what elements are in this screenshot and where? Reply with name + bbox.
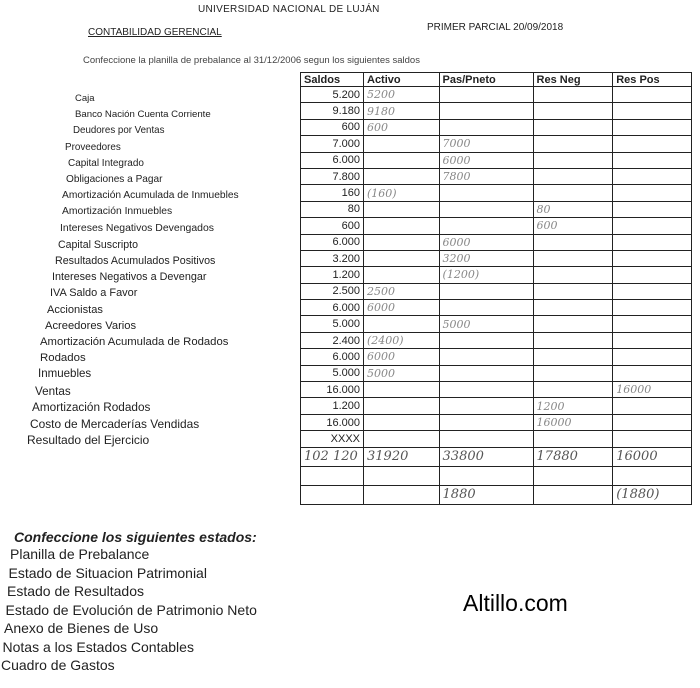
handwritten-cell: 9180 — [364, 103, 440, 119]
handwritten-cell — [613, 316, 692, 332]
saldo-cell: 7.000 — [301, 136, 364, 152]
handwritten-cell: 80 — [533, 201, 613, 217]
exam-title: PRIMER PARCIAL 20/09/2018 — [427, 22, 564, 33]
handwritten-cell — [613, 431, 692, 447]
handwritten-cell — [439, 185, 533, 201]
column-header: Activo — [364, 73, 440, 87]
state-item: Notas a los Estados Contables — [2, 638, 194, 655]
result-cell — [533, 485, 613, 504]
table-row — [301, 250, 692, 266]
account-label: Amortización Inmuebles — [62, 206, 173, 218]
handwritten-cell — [613, 119, 692, 135]
handwritten-cell — [364, 316, 440, 332]
handwritten-cell — [613, 136, 692, 152]
handwritten-cell: 16000 — [533, 414, 613, 430]
handwritten-cell — [533, 365, 613, 381]
handwritten-cell — [613, 103, 692, 119]
handwritten-cell — [439, 218, 533, 234]
result-cell: (1880) — [613, 485, 692, 504]
handwritten-cell — [364, 234, 440, 250]
table-row — [301, 201, 692, 217]
saldo-cell: 6.000 — [301, 152, 364, 168]
handwritten-cell — [613, 332, 692, 348]
account-label: Resultados Acumulados Positivos — [55, 255, 216, 267]
handwritten-cell — [364, 152, 440, 168]
account-label: Deudores por Ventas — [73, 125, 165, 137]
handwritten-cell — [439, 398, 533, 414]
saldo-cell: 9.180 — [301, 103, 364, 119]
table-row — [301, 168, 692, 184]
handwritten-cell: 5000 — [439, 316, 533, 332]
result-cell: 1880 — [439, 485, 533, 504]
table-row — [301, 87, 692, 103]
saldo-cell: 6.000 — [301, 234, 364, 250]
account-label: Amortización Acumulada de Rodados — [40, 336, 229, 348]
saldo-cell: 1.200 — [301, 398, 364, 414]
handwritten-cell — [613, 267, 692, 283]
handwritten-cell — [533, 103, 613, 119]
account-label: Intereses Negativos Devengados — [60, 222, 214, 234]
result-row — [301, 485, 692, 504]
handwritten-cell — [364, 414, 440, 430]
handwritten-cell: 600 — [533, 218, 613, 234]
table-row — [301, 267, 692, 283]
handwritten-cell — [613, 168, 692, 184]
saldo-cell: 5.000 — [301, 365, 364, 381]
table-row — [301, 185, 692, 201]
table-row — [301, 218, 692, 234]
handwritten-cell — [533, 349, 613, 365]
handwritten-cell: 5000 — [364, 365, 440, 381]
result-cell — [364, 485, 440, 504]
states-title: Confeccione los siguientes estados: — [14, 529, 257, 545]
saldo-cell: 5.200 — [301, 87, 364, 103]
handwritten-cell — [533, 283, 613, 299]
saldo-cell: 16.000 — [301, 414, 364, 430]
saldo-cell: 7.800 — [301, 168, 364, 184]
account-label: Ventas — [35, 384, 71, 398]
total-cell: 16000 — [613, 447, 692, 466]
handwritten-cell — [364, 201, 440, 217]
saldo-cell: 2.400 — [301, 332, 364, 348]
total-cell: 102 120 — [301, 447, 364, 466]
handwritten-cell: 3200 — [439, 250, 533, 266]
handwritten-cell — [613, 234, 692, 250]
account-label: Capital Integrado — [68, 157, 144, 169]
total-cell: 17880 — [533, 447, 613, 466]
handwritten-cell — [613, 250, 692, 266]
account-label: Intereses Negativos a Devengar — [52, 271, 207, 284]
account-label: Obligaciones a Pagar — [66, 174, 163, 185]
handwritten-cell — [439, 365, 533, 381]
table-row — [301, 300, 692, 316]
instruction-text: Confeccione la planilla de prebalance al 31/12/2006 segun los siguientes saldos — [83, 55, 420, 66]
table-row — [301, 382, 692, 398]
handwritten-cell — [613, 414, 692, 430]
table-row — [301, 234, 692, 250]
saldo-cell: 6.000 — [301, 349, 364, 365]
handwritten-cell: (160) — [364, 185, 440, 201]
handwritten-cell — [364, 382, 440, 398]
account-label: Amortización Acumulada de Inmuebles — [62, 190, 239, 202]
handwritten-cell — [533, 87, 613, 103]
saldo-cell: 2.500 — [301, 283, 364, 299]
account-label: Capital Suscripto — [58, 238, 138, 251]
table-row — [301, 136, 692, 152]
handwritten-cell — [439, 431, 533, 447]
state-item: Estado de Resultados — [7, 583, 144, 599]
handwritten-cell: 7000 — [439, 136, 533, 152]
table-header-row — [301, 73, 692, 87]
state-item: Estado de Evolución de Patrimonio Neto — [5, 601, 257, 618]
watermark: Altillo.com — [463, 590, 568, 616]
handwritten-cell — [613, 300, 692, 316]
state-item: Planilla de Prebalance — [10, 546, 150, 562]
account-label: Rodados — [40, 352, 86, 365]
handwritten-cell — [613, 365, 692, 381]
handwritten-cell — [439, 87, 533, 103]
account-label: Proveedores — [65, 141, 121, 153]
column-header: Res Pos — [613, 73, 692, 87]
totals-row — [301, 447, 692, 466]
empty-cell — [301, 466, 364, 485]
handwritten-cell: 600 — [364, 119, 440, 135]
saldo-cell: 5.000 — [301, 316, 364, 332]
saldo-cell: 16.000 — [301, 382, 364, 398]
column-header: Res Neg — [533, 73, 613, 87]
handwritten-cell — [439, 103, 533, 119]
handwritten-cell — [439, 201, 533, 217]
handwritten-cell: 5200 — [364, 87, 440, 103]
handwritten-cell: 1200 — [533, 398, 613, 414]
handwritten-cell — [613, 283, 692, 299]
result-cell — [301, 485, 364, 504]
account-label: IVA Saldo a Favor — [50, 287, 138, 300]
table-row — [301, 316, 692, 332]
table-row — [301, 398, 692, 414]
prebalance-table — [300, 72, 692, 505]
handwritten-cell — [533, 316, 613, 332]
empty-cell — [613, 466, 692, 485]
account-label: Caja — [75, 93, 95, 104]
account-label: Acreedores Varios — [45, 319, 137, 332]
saldo-cell: 80 — [301, 201, 364, 217]
table-row — [301, 119, 692, 135]
handwritten-cell — [533, 136, 613, 152]
handwritten-cell: (2400) — [364, 332, 440, 348]
table-row — [301, 283, 692, 299]
saldo-cell: 3.200 — [301, 250, 364, 266]
state-item: Estado de Situacion Patrimonial — [8, 564, 207, 581]
handwritten-cell — [364, 250, 440, 266]
handwritten-cell: 16000 — [613, 382, 692, 398]
handwritten-cell — [533, 152, 613, 168]
handwritten-cell: 6000 — [439, 234, 533, 250]
handwritten-cell — [533, 382, 613, 398]
table-row — [301, 349, 692, 365]
handwritten-cell: 6000 — [439, 152, 533, 168]
account-label: Inmuebles — [38, 368, 92, 381]
handwritten-cell — [439, 349, 533, 365]
saldo-cell: 6.000 — [301, 300, 364, 316]
handwritten-cell — [364, 168, 440, 184]
handwritten-cell — [613, 398, 692, 414]
account-label: Banco Nación Cuenta Corriente — [75, 109, 211, 121]
handwritten-cell — [364, 398, 440, 414]
handwritten-cell — [613, 218, 692, 234]
column-header: Saldos — [301, 73, 364, 87]
handwritten-cell — [533, 332, 613, 348]
saldo-cell: XXXX — [301, 431, 364, 447]
table-row — [301, 365, 692, 381]
handwritten-cell — [439, 283, 533, 299]
handwritten-cell — [439, 414, 533, 430]
table-row — [301, 332, 692, 348]
saldo-cell: 1.200 — [301, 267, 364, 283]
handwritten-cell — [364, 218, 440, 234]
handwritten-cell — [613, 87, 692, 103]
handwritten-cell: 6000 — [364, 349, 440, 365]
account-label: Accionistas — [47, 303, 103, 316]
handwritten-cell: 7800 — [439, 168, 533, 184]
account-label: Resultado del Ejercicio — [27, 433, 150, 448]
table-row — [301, 152, 692, 168]
handwritten-cell — [533, 300, 613, 316]
handwritten-cell — [613, 152, 692, 168]
handwritten-cell — [439, 119, 533, 135]
handwritten-cell — [364, 267, 440, 283]
university-title: UNIVERSIDAD NACIONAL DE LUJÁN — [198, 4, 380, 15]
handwritten-cell: (1200) — [439, 267, 533, 283]
handwritten-cell — [533, 234, 613, 250]
total-cell: 31920 — [364, 447, 440, 466]
account-label: Amortización Rodados — [32, 400, 151, 414]
table-row — [301, 431, 692, 447]
handwritten-cell — [613, 349, 692, 365]
blank-row — [301, 466, 692, 485]
handwritten-cell: 2500 — [364, 283, 440, 299]
handwritten-cell — [613, 185, 692, 201]
handwritten-cell — [439, 300, 533, 316]
state-item: Anexo de Bienes de Uso — [4, 620, 159, 636]
account-label: Costo de Mercaderías Vendidas — [30, 417, 200, 431]
handwritten-cell — [439, 382, 533, 398]
column-header: Pas/Pneto — [439, 73, 533, 87]
handwritten-cell — [364, 431, 440, 447]
handwritten-cell — [364, 136, 440, 152]
handwritten-cell — [533, 267, 613, 283]
handwritten-cell — [533, 431, 613, 447]
empty-cell — [364, 466, 440, 485]
total-cell: 33800 — [439, 447, 533, 466]
handwritten-cell — [533, 119, 613, 135]
course-title: CONTABILIDAD GERENCIAL — [88, 27, 222, 38]
handwritten-cell — [613, 201, 692, 217]
handwritten-cell — [533, 185, 613, 201]
state-item: Cuadro de Gastos — [1, 657, 115, 673]
handwritten-cell — [533, 250, 613, 266]
table-row — [301, 103, 692, 119]
saldo-cell: 600 — [301, 119, 364, 135]
empty-cell — [533, 466, 613, 485]
handwritten-cell: 6000 — [364, 300, 440, 316]
saldo-cell: 600 — [301, 218, 364, 234]
handwritten-cell — [439, 332, 533, 348]
empty-cell — [439, 466, 533, 485]
handwritten-cell — [533, 168, 613, 184]
table-row — [301, 414, 692, 430]
saldo-cell: 160 — [301, 185, 364, 201]
